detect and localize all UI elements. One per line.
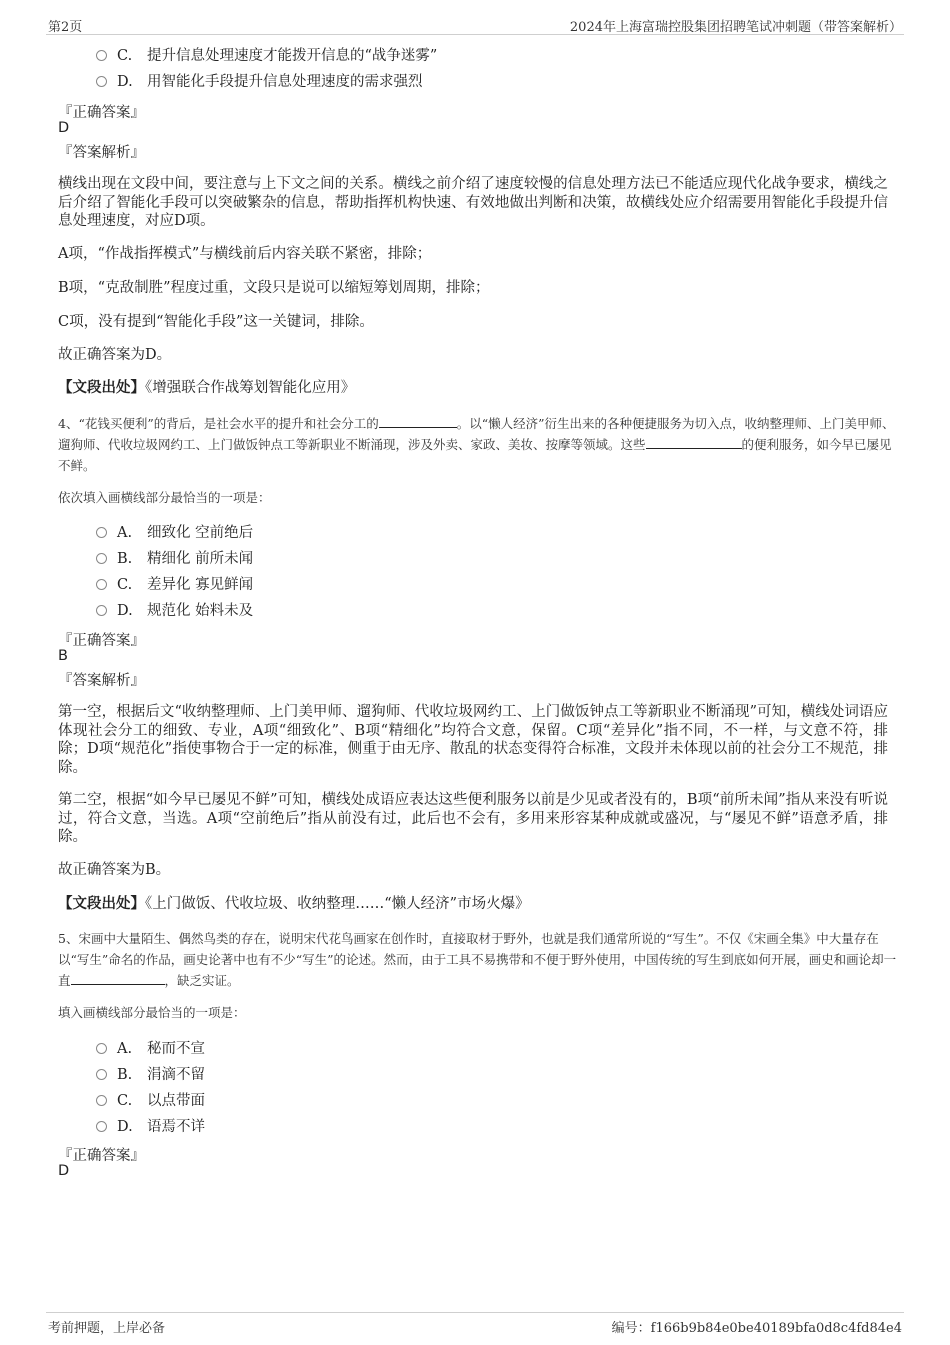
page-header xyxy=(46,14,904,35)
q4-option-c[interactable]: C. 差异化 寡见鲜闻 xyxy=(96,575,253,595)
q3-analysis-para-4: C项，没有提到“智能化手段”这一关键词，排除。 xyxy=(58,314,374,330)
radio-icon[interactable] xyxy=(96,1095,107,1106)
document-id: 编号：f166b9b84e0be40189bfa0d8c4fd84e4 xyxy=(611,1321,902,1336)
radio-icon[interactable] xyxy=(96,579,107,590)
q5-instruction: 填入画横线部分最恰当的一项是： xyxy=(58,1005,246,1020)
footer-slogan: 考前押题，上岸必备 xyxy=(48,1321,166,1336)
q5-option-d[interactable]: D. 语焉不详 xyxy=(96,1117,205,1137)
radio-icon[interactable] xyxy=(96,1043,107,1054)
q4-instruction: 依次填入画横线部分最恰当的一项是： xyxy=(58,490,271,505)
q3-answer: D xyxy=(58,120,70,136)
q4-analysis-para-1: 第一空，根据后文“收纳整理师、上门美甲师、遛狗师、代收垃圾网约工、上门做饭钟点工等新职业不断涌现”可知，横线处词语应体现社会分工的细致、专业，A项“细致化”、B项“精细化”均符合文意，保留。C项“差异化”指不同，不一样，与文意不符，排除；D项“规范化”指使事物合于一定的标准，侧重于由无序、散乱的状态变得符合标准，文段并未体现以前的社会分工不规范，排除。 xyxy=(58,704,888,776)
q4-option-a[interactable]: A. 细致化 空前绝后 xyxy=(96,523,253,543)
q4-analysis-para-3: 故正确答案为B。 xyxy=(58,862,171,878)
q4-analysis-para-2: 第二空，根据“如今早已屡见不鲜”可知，横线处成语应表达这些便利服务以前是少见或者没有的，B项“前所未闻”指从来没有听说过，符合文意，当选。A项“空前绝后”指从前没有过，此后也不会有，多用来形容某种成就或盛况，与“屡见不鲜”语意矛盾，排除。 xyxy=(58,792,888,845)
q4-option-d[interactable]: D. 规范化 始料未及 xyxy=(96,601,253,621)
q3-answer-label: 『正确答案』 xyxy=(58,105,145,121)
radio-icon[interactable] xyxy=(96,605,107,616)
q4-answer-label: 『正确答案』 xyxy=(58,633,145,649)
q5-blank xyxy=(71,972,165,985)
q3-analysis-para-5: 故正确答案为D。 xyxy=(58,347,172,363)
q4-stem: 4、“花钱买便利”的背后，是社会水平的提升和社会分工的 。以“懒人经济”衍生出来的各种便捷服务为切入点，收纳整理师、上门美甲师、遛狗师、代收垃圾网约工、上门做饭钟点工等新职业不断涌现，涉及外卖、家政、美妆、按摩等领域。这些 的便利服务，如今早已屡见不鲜。 xyxy=(58,416,895,473)
q4-answer: B xyxy=(58,648,68,664)
radio-icon[interactable] xyxy=(96,50,107,61)
radio-icon[interactable] xyxy=(96,527,107,538)
q4-blank-1 xyxy=(379,415,457,428)
page-number: 第2页 xyxy=(48,20,83,35)
radio-icon[interactable] xyxy=(96,553,107,564)
radio-icon[interactable] xyxy=(96,1069,107,1080)
q3-analysis-para-3: B项，“克敌制胜”程度过重，文段只是说可以缩短筹划周期，排除； xyxy=(58,280,490,296)
q3-option-d[interactable]: D. 用智能化手段提升信息处理速度的需求强烈 xyxy=(96,72,423,92)
q4-option-b[interactable]: B. 精细化 前所未闻 xyxy=(96,549,253,569)
q5-option-b[interactable]: B. 涓滴不留 xyxy=(96,1065,205,1085)
q4-source xyxy=(58,895,888,914)
q5-option-c[interactable]: C. 以点带面 xyxy=(96,1091,205,1111)
document-title: 2024年上海富瑞控股集团招聘笔试冲刺题（带答案解析） xyxy=(569,20,902,35)
radio-icon[interactable] xyxy=(96,76,107,87)
q3-analysis-label: 『答案解析』 xyxy=(58,145,145,161)
q3-source-title: 《增强联合作战筹划智能化应用》 xyxy=(145,380,356,396)
q3-source xyxy=(58,379,888,398)
q5-answer: D xyxy=(58,1163,70,1179)
radio-icon[interactable] xyxy=(96,1121,107,1132)
q3-analysis-para-2: A项，“作战指挥模式”与横线前后内容关联不紧密，排除； xyxy=(58,246,432,262)
q4-blank-2 xyxy=(646,436,742,449)
q5-stem: 5、宋画中大量陌生、偶然鸟类的存在，说明宋代花鸟画家在创作时，直接取材于野外，也就是我们通常所说的“写生”。不仅《宋画全集》中大量存在以“写生”命名的作品，画史论著中也有不少“写生”的论述。然而，由于工具不易携带和不便于野外使用，中国传统的写生到底如何开展，画史和画论却一直 ，缺乏实证。 xyxy=(58,931,897,988)
q3-option-c[interactable]: C. 提升信息处理速度才能拨开信息的“战争迷雾” xyxy=(96,46,437,66)
q3-source-tag: 【文段出处】 xyxy=(58,379,145,396)
q3-analysis-para-1: 横线出现在文段中间，要注意与上下文之间的关系。横线之前介绍了速度较慢的信息处理方法已不能适应现代化战争要求，横线之后介绍了智能化手段可以突破繁杂的信息，帮助指挥机构快速、有效地做出判断和决策，故横线处应介绍需要用智能化手段提升信息处理速度，对应D项。 xyxy=(58,176,888,229)
q4-source-tag: 【文段出处】 xyxy=(58,895,145,912)
q4-analysis-label: 『答案解析』 xyxy=(58,673,145,689)
page-footer xyxy=(46,1312,904,1335)
q5-answer-label: 『正确答案』 xyxy=(58,1148,145,1164)
q4-source-title: 《上门做饭、代收垃圾、收纳整理……“懒人经济”市场火爆》 xyxy=(145,896,530,912)
q5-option-a[interactable]: A. 秘而不宣 xyxy=(96,1039,205,1059)
